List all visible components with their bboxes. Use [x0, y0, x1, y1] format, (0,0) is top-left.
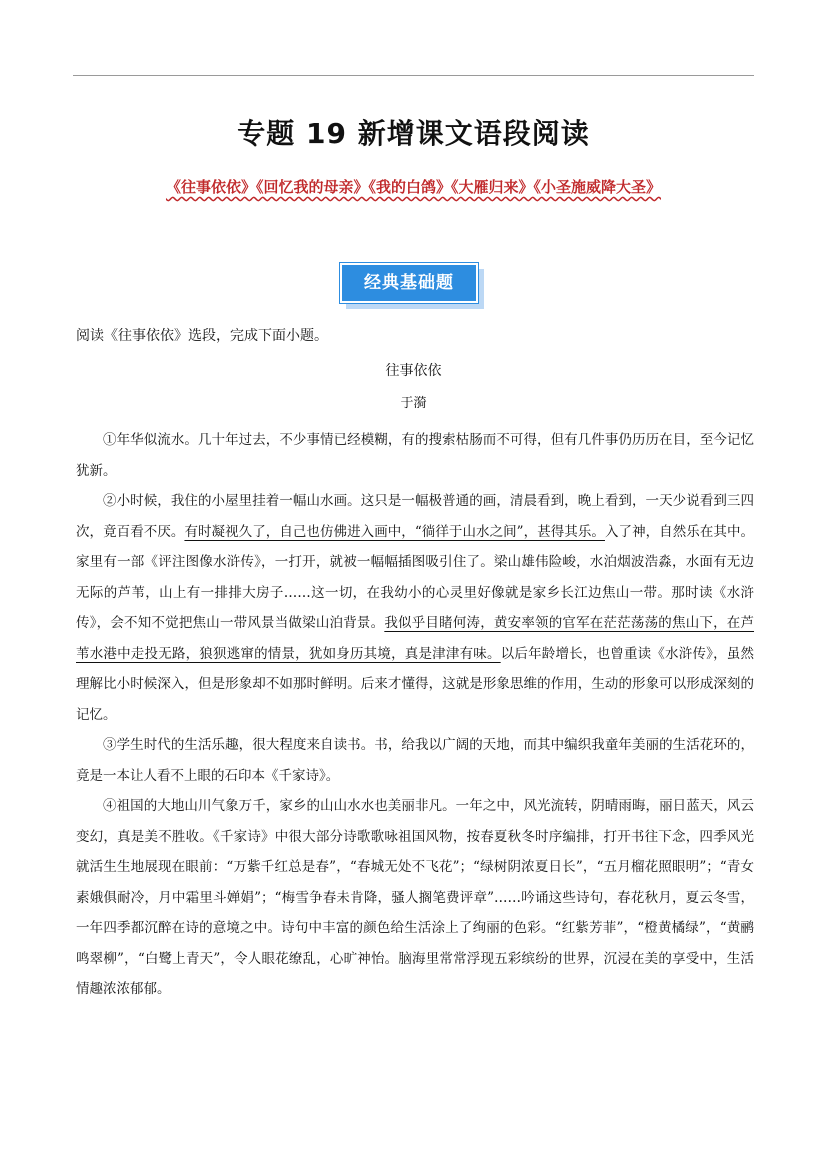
header-rule [73, 75, 754, 76]
underlined-sentence-1: 有时凝视久了，自己也仿佛进入画中，“徜徉于山水之间”，甚得其乐。 [184, 523, 605, 540]
page-title: 专题 19 新增课文语段阅读 [237, 117, 590, 150]
paragraph-2-text-b: 入了神，自然乐在其中。家里有一部《评注图像水浒传》，一打开，就被一幅幅插图吸引住了。梁山雄伟险峻，水泊烟波浩淼，水面有无边无际的芦苇，山上有一排排大房子……这一切，在我幼小的心灵里好像就是家乡长江边焦山一带。那时读《水浒传》，会不知不觉把焦山一带风景当做梁山泊背景。 [76, 523, 755, 631]
paragraph-1: ①年华似流水。几十年过去，不少事情已经模糊，有的搜索枯肠而不可得，但有几件事仍历历在目，至今记忆犹新。 [76, 432, 754, 479]
paragraph-2-text-a: ②小时候，我住的小屋里挂着一幅山水画。这只是一幅极普通的画，清晨看到，晚上看到，一天少说看到三四次，竟百看不厌。 [76, 493, 754, 540]
underlined-sentence-2: 我似乎目睹何涛，黄安率领的官军在茫茫荡荡的焦山下，在芦苇水港中走投无路，狼狈逃窜的情景，犹如身历其境，真是津津有味。 [76, 615, 755, 662]
badge-label: 经典基础题 [340, 263, 478, 303]
section-badge [340, 263, 484, 309]
passage-author: 于漪 [400, 396, 427, 411]
paragraph-2 [76, 486, 754, 730]
passage-title: 往事依依 [385, 363, 442, 379]
paragraph-2-text-c: 以后年龄增长，也曾重读《水浒传》，虽然理解比小时候深入，但是形象却不如那时鲜明。后来才懂得，这就是形象思维的作用，生动的形象可以形成深刻的记忆。 [76, 645, 755, 723]
passage-body [76, 425, 754, 1005]
subtitle-text: 《往事依依》《回忆我的母亲》《我的白鸽》《大雁归来》《小圣施威降大圣》 [165, 178, 661, 196]
paragraph-3: ③学生时代的生活乐趣，很大程度来自读书。书，给我以广阔的天地，而其中编织我童年美丽的生活花环的，竟是一本让人看不上眼的石印本《千家诗》。 [76, 737, 754, 784]
instruction-text: 阅读《往事依依》选段，完成下面小题。 [76, 328, 328, 344]
page-subtitle [0, 176, 827, 197]
paragraph-4: ④祖国的大地山川气象万千，家乡的山山水水也美丽非凡。一年之中，风光流转，阴晴雨晦，丽日蓝天，风云变幻，真是美不胜收。《千家诗》中很大部分诗歌歌咏祖国风物，按春夏秋冬时序编排，打开书往下念，四季风光就活生生地展现在眼前：“万紫千红总是春”，“春城无处不飞花”；“绿树阴浓夏日长”，“五月榴花照眼明”；“青女素娥俱耐冷，月中霜里斗婵娟”；“梅雪争春未肯降，骚人搁笔费评章”……吟诵这些诗句，春花秋月，夏云冬雪，一年四季都沉醉在诗的意境之中。诗句中丰富的颜色给生活涂上了绚丽的色彩。“红紫芳菲”，“橙黄橘绿”，“黄鹂鸣翠柳”，“白鹭上青天”，令人眼花缭乱，心旷神怡。脑海里常常浮现五彩缤纷的世界，沉浸在美的享受中，生活情趣浓浓郁郁。 [76, 798, 754, 997]
